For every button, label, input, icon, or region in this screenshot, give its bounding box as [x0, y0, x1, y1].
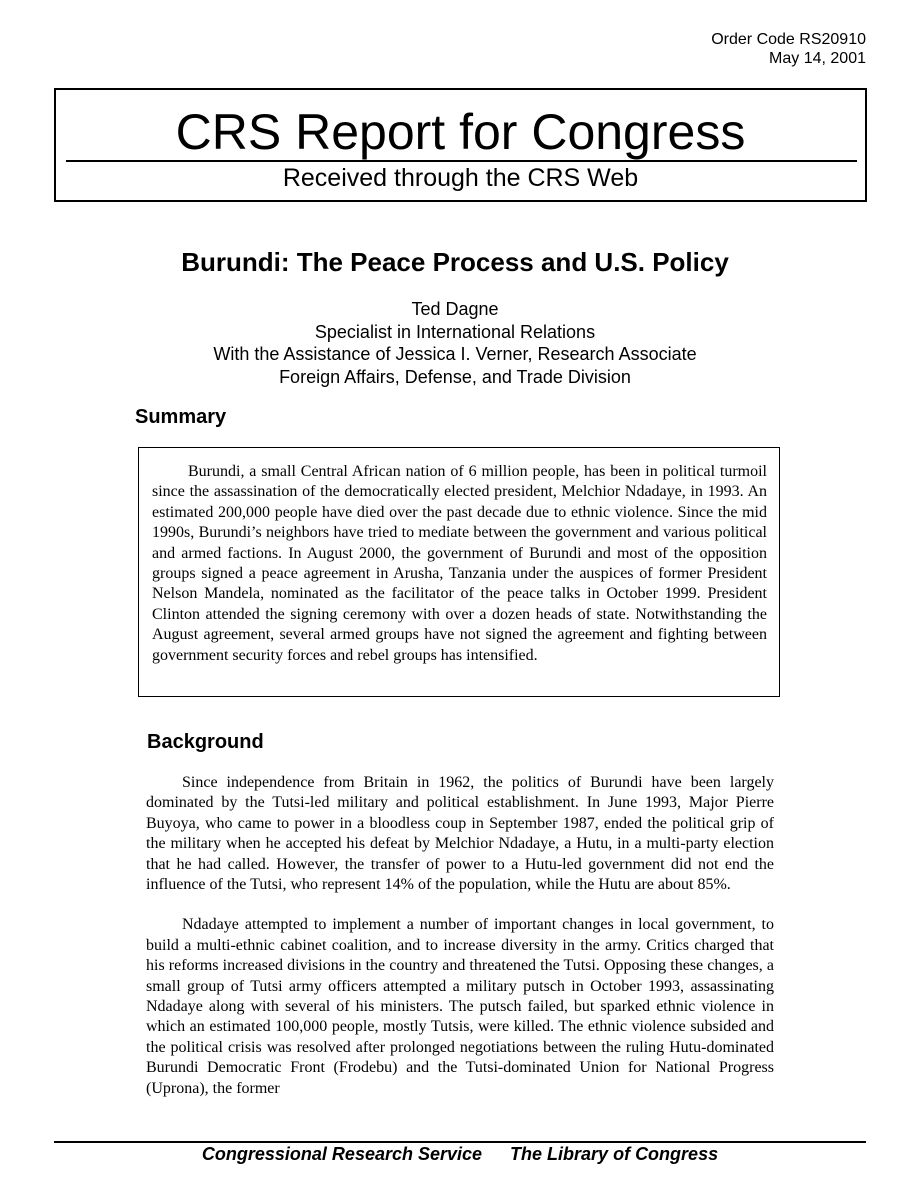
banner-subtitle: Received through the CRS Web — [282, 164, 639, 192]
banner-title: CRS Report for Congress — [175, 104, 746, 160]
background-paragraph-1: Since independence from Britain in 1962, the politics of Burundi have been largely dominated by the Tutsi-led military and political establishment. In June 1993, Major Pierre Buyoya, who came to power in a bloodless coup in September 1987, ended the political grip of the military when he accepted his defeat by Melchior Ndadaye, a Hutu, in a multi-party election that he had called. However, the transfer of power to a Hutu-led government did not end the influence of the Tutsi, who represent 14% of the population, while the Hutu are about 85%. — [146, 774, 774, 894]
order-code: Order Code RS20910 — [711, 31, 866, 48]
summary-box — [138, 447, 780, 697]
assistance-credit: With the Assistance of Jessica I. Verner, Research Associate — [213, 344, 697, 364]
author-name: Ted Dagne — [411, 299, 499, 319]
background-heading: Background — [147, 731, 264, 753]
summary-text: Burundi, a small Central African nation of 6 million people, has been in political turmoil since the assassination of the democratically elected president, Melchior Ndadaye, in 1993. An estimated 200,000 people have died over the past decade due to ethnic violence. Since the mid 1990s, Burundi’s neighbors have tried to mediate between the government and various political and armed factions. In August 2000, the government of Burundi and most of the opposition groups signed a peace agreement in Arusha, Tanzania under the auspices of former President Nelson Mandela, nominated as the facilitator of the peace talks in October 1999. President Clinton attended the signing ceremony with over a dozen heads of state. Notwithstanding the August agreement, several armed groups have not signed the agreement and fighting between government security forces and rebel groups has intensified. — [152, 463, 767, 664]
order-info — [711, 30, 866, 68]
background-paragraph-2: Ndadaye attempted to implement a number of important changes in local government, to build a multi-ethnic cabinet coalition, and to increase diversity in the army. Critics charged that his reforms increased divisions in the country and threatened the Tutsi. Opposing these changes, a small group of Tutsi army officers attempted a military putsch in October 1993, assassinating Ndadaye along with several of his ministers. The putsch failed, but sparked ethnic violence in which an estimated 100,000 people, mostly Tutsis, were killed. The ethnic violence subsided and the political crisis was resolved after prolonged negotiations between the ruling Hutu-dominated Burundi Democratic Front (Frodebu) and the Tutsi-dominated Union for National Progress (Uprona), the former — [146, 916, 774, 1097]
document-title: Burundi: The Peace Process and U.S. Policy — [181, 247, 729, 277]
report-date: May 14, 2001 — [769, 50, 866, 67]
summary-heading: Summary — [135, 406, 227, 428]
division-name: Foreign Affairs, Defense, and Trade Division — [279, 366, 631, 387]
author-role: Specialist in International Relations — [314, 321, 596, 342]
background-body — [146, 773, 774, 1099]
banner-divider — [66, 160, 857, 162]
footer-loc: The Library of Congress — [510, 1144, 719, 1164]
footer-crs: Congressional Research Service — [201, 1144, 483, 1164]
byline — [0, 298, 910, 388]
page-footer — [0, 1143, 920, 1165]
report-banner — [54, 88, 867, 202]
